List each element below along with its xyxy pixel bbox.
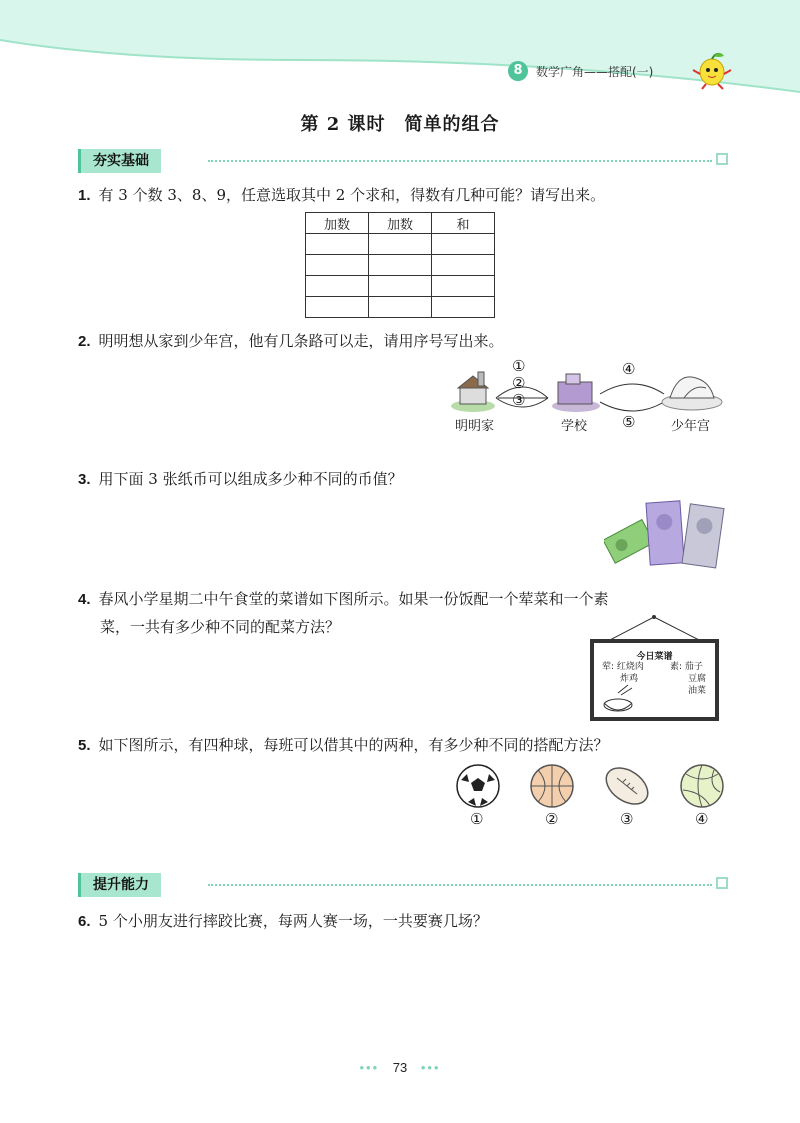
- end-label: 少年宫: [671, 419, 711, 434]
- table-header: 和: [432, 213, 495, 234]
- table-cell[interactable]: [369, 234, 432, 255]
- mascot-pear-icon: [690, 50, 734, 90]
- question-text: 5 个小朋友进行摔跤比赛，每两人赛一场，一共要赛几场？: [98, 912, 488, 930]
- question-number: 6.: [78, 913, 91, 930]
- ball-label: ①: [470, 810, 484, 828]
- soccer-ball-icon: [457, 765, 499, 807]
- section-end-marker: [716, 877, 728, 889]
- menu-board: [588, 613, 721, 723]
- question-number: 4.: [78, 591, 91, 608]
- volleyball-icon: [681, 765, 723, 807]
- page-number: 73: [392, 1060, 408, 1075]
- section-header-advanced: [78, 873, 728, 897]
- lesson-title: 第 2 课时 简单的组合: [300, 114, 500, 135]
- route-diagram: [448, 358, 728, 418]
- section-divider: [208, 160, 712, 162]
- table-cell[interactable]: [369, 276, 432, 297]
- balls-image: [452, 762, 728, 810]
- ball-label: ③: [620, 810, 634, 828]
- header-band: [0, 0, 800, 110]
- question-text: 明明想从家到少年宫，他有几条路可以走，请用序号写出来。: [98, 332, 504, 350]
- table-cell[interactable]: [432, 255, 495, 276]
- decor-dots-left: •••: [359, 1060, 380, 1075]
- question-text: 春风小学星期二中午食堂的菜谱如下图所示。如果一份饭配一个荤菜和一个素: [98, 590, 609, 608]
- table-cell[interactable]: [369, 297, 432, 318]
- question-text: 用下面 3 张纸币可以组成多少种不同的币值？: [98, 470, 403, 488]
- question-2: [78, 327, 504, 355]
- section-end-marker: [716, 153, 728, 165]
- table-cell[interactable]: [306, 234, 369, 255]
- menu-item: 茄子: [684, 662, 703, 672]
- question-number: 2.: [78, 333, 91, 350]
- path-label: ⑤: [622, 413, 636, 431]
- table-cell[interactable]: [306, 297, 369, 318]
- menu-item: 炸鸡: [620, 674, 639, 684]
- table-cell[interactable]: [306, 255, 369, 276]
- question-number: 1.: [78, 187, 91, 204]
- question-1: [78, 181, 605, 209]
- table-cell[interactable]: [432, 297, 495, 318]
- question-text: 如下图所示，有四种球，每班可以借其中的两种，有多少种不同的搭配方法？: [98, 736, 609, 754]
- question-number: 3.: [78, 471, 91, 488]
- ball-label: ④: [695, 810, 709, 828]
- menu-item: 豆腐: [688, 674, 707, 684]
- menu-item: 红烧肉: [616, 662, 644, 672]
- meat-label: 荤:: [602, 662, 615, 672]
- path-label: ③: [512, 391, 526, 409]
- section-header-basic: [78, 149, 728, 173]
- chapter-title: 数学广角——搭配(一): [536, 65, 654, 79]
- rugby-ball-icon: [600, 762, 655, 810]
- path-label: ④: [622, 360, 636, 378]
- question-3: [78, 465, 403, 493]
- veg-label: 素:: [670, 662, 683, 672]
- youth-palace-icon: [662, 377, 722, 410]
- path-label: ①: [512, 357, 526, 375]
- decor-dots-right: •••: [420, 1060, 441, 1075]
- menu-item: 油菜: [688, 686, 707, 696]
- sum-table: [305, 212, 495, 318]
- question-text: 有 3 个数 3、8、9，任意选取其中 2 个求和，得数有几种可能？请写出来。: [98, 186, 606, 204]
- section-tab-advanced: 提升能力: [78, 873, 161, 897]
- menu-title: 今日菜谱: [636, 652, 673, 662]
- path-label: ②: [512, 374, 526, 392]
- veg-column: [670, 661, 706, 697]
- table-header: 加数: [306, 213, 369, 234]
- section-tab-basic: 夯实基础: [78, 149, 161, 173]
- question-6: [78, 907, 488, 935]
- section-divider: [208, 884, 712, 886]
- school-label: 学校: [561, 419, 588, 434]
- banknotes-image: [604, 498, 728, 570]
- question-text: 菜，一共有多少种不同的配菜方法？: [100, 618, 341, 636]
- path-labels-left: [512, 358, 525, 409]
- home-icon: [451, 372, 495, 412]
- chapter-number-badge: 8: [508, 61, 528, 81]
- table-cell[interactable]: [432, 234, 495, 255]
- basketball-icon: [531, 765, 573, 807]
- start-label: 明明家: [455, 419, 495, 434]
- ball-label: ②: [545, 810, 559, 828]
- question-5: [78, 731, 609, 759]
- table-cell[interactable]: [432, 276, 495, 297]
- table-cell[interactable]: [369, 255, 432, 276]
- meat-column: [602, 661, 644, 685]
- page-number-row: [0, 1060, 800, 1075]
- school-icon: [552, 374, 600, 412]
- question-number: 5.: [78, 737, 91, 754]
- table-cell[interactable]: [306, 276, 369, 297]
- table-header: 加数: [369, 213, 432, 234]
